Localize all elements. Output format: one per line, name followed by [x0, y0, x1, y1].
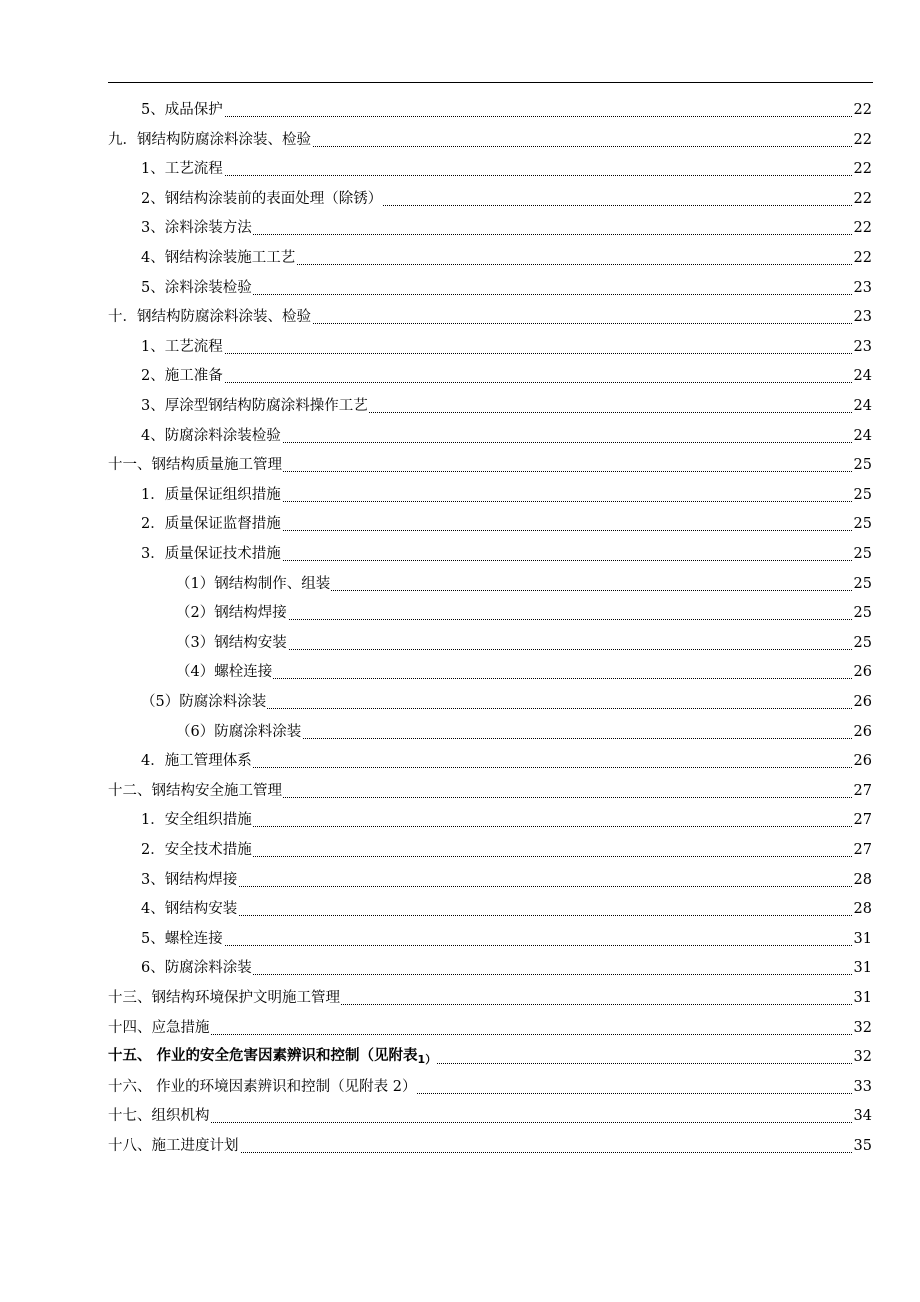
toc-entry-page: 34 — [853, 1108, 872, 1125]
toc-entry-page: 35 — [853, 1138, 872, 1154]
toc-entry-title-suffix: 1） — [417, 1053, 437, 1067]
toc-entry[interactable] — [0, 360, 920, 388]
toc-entry[interactable] — [0, 1041, 920, 1069]
toc-entry-title: 5、涂料涂装检验 — [141, 279, 252, 296]
toc-entry[interactable] — [0, 893, 920, 921]
toc-entry-page: 32 — [853, 1049, 872, 1066]
toc-entry-title: 2、钢结构涂装前的表面处理（除锈） — [141, 190, 383, 207]
toc-entry-title: 5、成品保护 — [141, 102, 223, 118]
toc-entry[interactable] — [0, 745, 920, 773]
toc-entry[interactable] — [0, 538, 920, 566]
toc-entry[interactable] — [0, 775, 920, 803]
toc-entry-page: 23 — [853, 279, 872, 296]
toc-entry-page: 26 — [853, 723, 872, 740]
toc-entry-title-text: 十五、 作业的安全危害因素辨识和控制（见附表 — [108, 1048, 418, 1065]
toc-entry-title: （5）防腐涂料涂装 — [141, 694, 267, 710]
toc-entry[interactable] — [0, 864, 920, 892]
toc-entry[interactable] — [0, 183, 920, 211]
toc-leader-dots — [108, 1122, 854, 1123]
toc-entry[interactable] — [0, 153, 920, 181]
toc-entry[interactable] — [0, 982, 920, 1010]
toc-entry-title: （6）防腐涂料涂装 — [176, 723, 302, 740]
toc-entry[interactable] — [0, 331, 920, 359]
toc-entry[interactable] — [0, 301, 920, 329]
toc-entry-title: 3、厚涂型钢结构防腐涂料操作工艺 — [141, 398, 368, 414]
toc-entry-title: （1）钢结构制作、组装 — [176, 575, 331, 592]
toc-entry-page: 31 — [853, 960, 872, 977]
toc-entry-page: 27 — [853, 842, 872, 858]
toc-entry-page: 24 — [853, 427, 872, 444]
toc-entry[interactable] — [0, 1130, 920, 1158]
toc-entry-title: （3）钢结构安装 — [176, 634, 287, 651]
toc-leader-dots — [141, 175, 854, 176]
toc-entry-page: 23 — [853, 309, 872, 326]
toc-entry[interactable] — [0, 479, 920, 507]
toc-leader-dots — [141, 915, 854, 916]
toc-entry-title: 4、防腐涂料涂装检验 — [141, 427, 281, 444]
toc-entry[interactable] — [0, 656, 920, 684]
toc-entry-title: 九．钢结构防腐涂料涂装、检验 — [108, 131, 311, 148]
toc-entry-title: 5、螺栓连接 — [141, 930, 223, 947]
toc-entry-page: 25 — [853, 457, 872, 474]
toc-entry[interactable] — [0, 597, 920, 625]
toc-entry[interactable] — [0, 124, 920, 152]
toc-entry[interactable] — [0, 1100, 920, 1128]
toc-entry[interactable] — [0, 1012, 920, 1040]
toc-entry[interactable] — [0, 420, 920, 448]
toc-entry-title: 十七、组织机构 — [108, 1108, 210, 1125]
toc-entry-page: 28 — [853, 871, 872, 888]
toc-entry-title: 3、钢结构焊接 — [141, 871, 238, 888]
toc-entry-title: （2）钢结构焊接 — [176, 605, 287, 622]
toc-entry-page: 28 — [853, 901, 872, 918]
toc-entry-title: 4、钢结构安装 — [141, 901, 238, 918]
header-rule — [108, 82, 873, 83]
toc-entry-title: 2．质量保证监督措施 — [141, 516, 281, 533]
toc-leader-dots — [141, 353, 854, 354]
toc-entry-page: 27 — [853, 812, 872, 829]
toc-entry-page: 27 — [853, 782, 872, 799]
toc-entry-title: 3．质量保证技术措施 — [141, 546, 281, 562]
toc-entry-title: 1．质量保证组织措施 — [141, 486, 281, 503]
toc-entry[interactable] — [0, 834, 920, 862]
toc-leader-dots — [141, 382, 854, 383]
toc-entry-page: 24 — [853, 398, 872, 414]
toc-entry-title: 2、施工准备 — [141, 368, 223, 385]
toc-entry[interactable] — [0, 686, 920, 714]
toc-entry-title: 1、工艺流程 — [141, 161, 223, 178]
toc-leader-dots — [141, 116, 854, 117]
toc-entry-title-bold — [108, 1047, 437, 1066]
toc-entry-page: 25 — [853, 546, 872, 562]
toc-entry-title: 十三、钢结构环境保护文明施工管理 — [108, 990, 340, 1006]
toc-entry-title: 6、防腐涂料涂装 — [141, 960, 252, 977]
toc-entry-page: 22 — [853, 190, 872, 207]
toc-leader-dots — [141, 886, 854, 887]
toc-entry-title: 4、钢结构涂装施工工艺 — [141, 250, 296, 266]
toc-entry-page: 24 — [853, 368, 872, 385]
toc-entry-title: 十一、钢结构质量施工管理 — [108, 457, 282, 474]
toc-entry-page: 33 — [853, 1078, 872, 1095]
toc-entry[interactable] — [0, 1071, 920, 1099]
toc-entry[interactable] — [0, 568, 920, 596]
toc-entry-page: 25 — [853, 634, 872, 651]
toc-entry-page: 32 — [853, 1019, 872, 1036]
toc-entry-page: 31 — [853, 990, 872, 1006]
toc-entry-title: 十二、钢结构安全施工管理 — [108, 782, 282, 799]
toc-entry-title: 十六、 作业的环境因素辨识和控制（见附表 2） — [108, 1078, 417, 1095]
toc-entry-title: 十四、应急措施 — [108, 1019, 210, 1036]
toc-leader-dots — [176, 678, 854, 679]
toc-entry[interactable] — [0, 449, 920, 477]
toc-entry[interactable] — [0, 272, 920, 300]
toc-entry-title: 3、涂料涂装方法 — [141, 220, 252, 237]
toc-entry-page: 25 — [853, 605, 872, 622]
toc-entry-page: 26 — [853, 694, 872, 710]
toc-entry-title: （4）螺栓连接 — [176, 664, 273, 681]
toc-entry-title: 4．施工管理体系 — [141, 753, 252, 770]
toc-entry-page: 26 — [853, 664, 872, 681]
toc-entry[interactable] — [0, 390, 920, 418]
toc-entry[interactable] — [0, 212, 920, 240]
toc-entry[interactable] — [0, 952, 920, 980]
toc-entry-title: 十．钢结构防腐涂料涂装、检验 — [108, 309, 311, 326]
toc-entry[interactable] — [0, 242, 920, 270]
toc-entry-title: 1、工艺流程 — [141, 338, 223, 355]
toc-entry[interactable] — [0, 627, 920, 655]
toc-entry-page: 26 — [853, 753, 872, 770]
toc-entry[interactable] — [0, 508, 920, 536]
toc-entry-page: 22 — [853, 250, 872, 266]
toc-entry[interactable] — [0, 923, 920, 951]
toc-entry-page: 25 — [853, 575, 872, 592]
toc-entry-page: 31 — [853, 930, 872, 947]
toc-entry-page: 25 — [853, 486, 872, 503]
toc-entry-title: 2．安全技术措施 — [141, 842, 252, 858]
toc-entry-title: 十八、施工进度计划 — [108, 1138, 239, 1154]
toc-entry-page: 22 — [853, 102, 872, 118]
toc-leader-dots — [108, 1034, 854, 1035]
toc-entry[interactable] — [0, 716, 920, 744]
toc-entry-page: 23 — [853, 338, 872, 355]
toc-leader-dots — [141, 945, 854, 946]
toc-entry-page: 22 — [853, 220, 872, 237]
toc-entry-page: 22 — [853, 161, 872, 178]
toc-entry[interactable] — [0, 94, 920, 122]
toc-entry-page: 22 — [853, 131, 872, 148]
toc-entry-page: 25 — [853, 516, 872, 533]
toc-entry[interactable] — [0, 804, 920, 832]
toc-entry-title: 1．安全组织措施 — [141, 812, 252, 829]
